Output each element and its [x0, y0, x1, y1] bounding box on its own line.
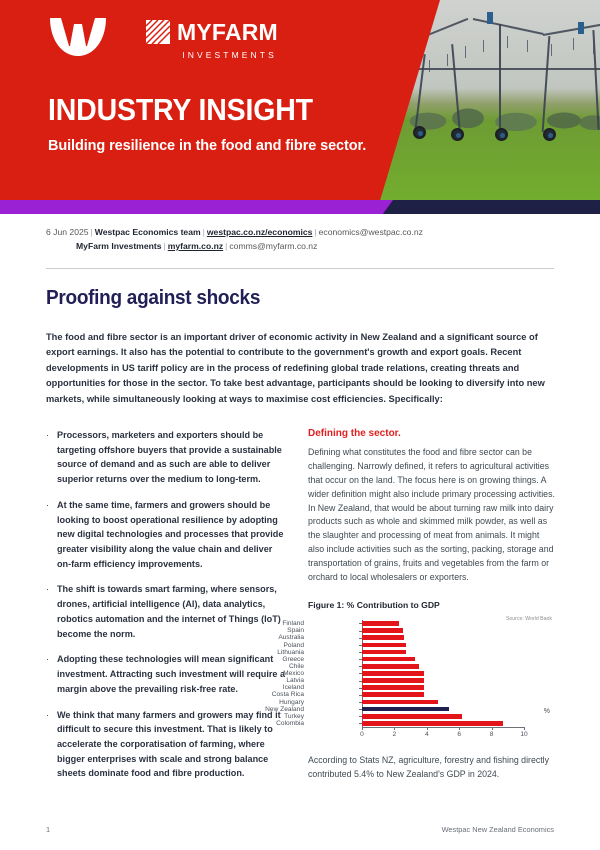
myfarm-logo — [146, 16, 278, 60]
y-axis-tick — [359, 681, 362, 682]
chart-bar-row — [276, 719, 524, 727]
chart-bar — [362, 635, 404, 640]
x-axis-tick — [492, 727, 493, 730]
x-axis-tick-label: 10 — [520, 730, 528, 738]
article-title: Proofing against shocks — [46, 287, 261, 309]
y-axis-tick — [359, 716, 362, 717]
chart-bar — [362, 657, 415, 662]
bar-chart — [265, 616, 556, 742]
chart-bar — [362, 707, 449, 712]
bullet-marker-icon: · — [46, 709, 49, 720]
y-axis-tick — [359, 652, 362, 653]
x-axis-tick-label: 0 — [360, 730, 364, 738]
chart-bar-row — [279, 698, 524, 706]
y-axis-tick — [359, 645, 362, 646]
x-axis-tick — [524, 727, 525, 730]
myfarm-tagline: INVESTMENTS — [182, 50, 277, 60]
page-title: INDUSTRY INSIGHT — [48, 92, 313, 127]
separator: | — [163, 240, 166, 251]
chart-bar — [362, 621, 399, 626]
publish-date: 6 Jun 2025 — [46, 227, 89, 237]
chart-bar-row — [265, 705, 524, 713]
chart-bar — [362, 714, 462, 719]
contact-line-myfarm — [46, 240, 554, 254]
chart-category-label: Colombia — [276, 719, 304, 727]
x-axis-tick — [427, 727, 428, 730]
chart-category-label: Turkey — [284, 712, 304, 720]
y-axis-tick — [359, 638, 362, 639]
list-item — [46, 582, 286, 641]
list-item-text: Adopting these technologies will mean significant investment. Attracting such investment will require a margin above the prevailing risk-free rate. — [57, 654, 286, 694]
y-axis-tick — [359, 723, 362, 724]
chart-bar-row — [277, 648, 524, 656]
figure-gdp-contribution — [265, 599, 556, 782]
x-axis-tick-label: 8 — [489, 730, 494, 738]
y-axis-tick — [359, 688, 362, 689]
list-item-text: We think that many farmers and growers may find it difficult to secure this investment. That is likely to accelerate the corporatisation of farming, where bigger enterprises with scale and strong balance sheets dominate food and fibre production. — [57, 709, 281, 779]
chart-bar-row — [271, 691, 524, 699]
chart-bar-row — [278, 634, 524, 642]
chart-category-label: Mexico — [283, 670, 304, 678]
chart-category-label: New Zealand — [265, 705, 304, 713]
westpac-website-link[interactable]: westpac.co.nz/economics — [206, 227, 313, 237]
myfarm-label: MyFarm Investments — [76, 240, 162, 251]
separator: | — [90, 227, 93, 237]
chart-category-label: Chile — [288, 662, 304, 670]
x-axis-unit-label: % — [543, 707, 550, 715]
westpac-email[interactable]: economics@westpac.co.nz — [318, 227, 423, 237]
bullet-list — [46, 428, 286, 792]
y-axis-tick — [359, 702, 362, 703]
chart-bar-row — [282, 655, 524, 663]
bullet-marker-icon: · — [46, 430, 49, 440]
myfarm-wordmark: MYFARM — [177, 18, 278, 45]
sidebar-column — [265, 428, 556, 782]
list-item — [46, 708, 286, 782]
figure-source: Source: World Bank — [505, 615, 552, 622]
x-axis-tick — [459, 727, 460, 730]
y-axis-tick — [359, 623, 362, 624]
chart-bar-row — [282, 620, 524, 628]
list-item-text: At the same time, farmers and growers should be looking to boost operational resilience by adopting new digital technologies and processes that provide greater visibility along the value chain and deliver on-farm efficiency improvements. — [57, 499, 284, 569]
document-header — [0, 0, 600, 200]
chart-bar — [362, 692, 424, 697]
chart-category-label: Finland — [282, 620, 304, 628]
chart-bar — [362, 664, 419, 669]
list-item-text: Processors, marketers and exporters should be targeting offshore buyers that provide a sustainable source of demand and as such are able to deliver superior returns over the medium to long-term. — [57, 430, 282, 485]
y-axis-tick — [359, 631, 362, 632]
section-heading: Defining the sector. — [308, 428, 401, 439]
chart-bar — [362, 628, 403, 633]
bullet-marker-icon: · — [46, 654, 49, 665]
chart-category-label: Greece — [282, 655, 304, 663]
separator: | — [225, 240, 228, 251]
chart-category-label: Latvia — [286, 677, 304, 685]
chart-category-label: Lithuania — [277, 648, 304, 656]
chart-bar-row — [288, 662, 524, 670]
chart-bar — [362, 650, 406, 655]
y-axis-tick — [359, 666, 362, 667]
article-intro: The food and fibre sector is an important driver of economic activity in New Zealand and a significant source of export earnings. It also has the potential to contribute to the government's growth and export goals. Recent developments in US tariff policy are in the process of redefining global trade relations, creating threats and opportunities for those in the sector. To take best advantage, participants should be looking to diversify into new markets, while simultaneously looking at ways to maximise cost efficiencies. Specifically: — [46, 332, 545, 404]
separator: | — [314, 227, 317, 237]
chart-bar — [362, 678, 424, 683]
myfarm-website-link[interactable]: myfarm.co.nz — [167, 240, 224, 251]
chart-bar-row — [284, 712, 524, 720]
chart-category-label: Spain — [287, 627, 304, 635]
contact-block — [46, 226, 554, 254]
westpac-team-label: Westpac Economics team — [94, 227, 201, 237]
contact-line-westpac — [46, 226, 554, 240]
section-body: Defining what constitutes the food and fibre sector can be challenging. Narrowly defined, it refers to agricultural activities that occur on the land. The focus here is on growing things. A wider definition might also include primary processing activities. In New Zealand, that would be about turning raw milk into dairy products such as whole and skimmed milk powder, as well as the slaughter and processing of meat from animals. It might also include activities such as the sorting, packing, storage and transportation of grains, fruits and vegetables from the farm or orchard to local wholesalers or exporters. — [308, 447, 555, 583]
x-axis-tick-label: 4 — [424, 730, 429, 738]
y-axis-tick — [359, 709, 362, 710]
accent-band-purple — [0, 200, 393, 214]
x-axis-tick-label: 2 — [392, 730, 397, 738]
chart-bar-row — [282, 684, 524, 692]
chart-category-label: Poland — [283, 641, 304, 649]
list-item — [46, 652, 286, 696]
chart-bar — [362, 671, 424, 676]
logo-group — [48, 16, 278, 60]
list-item-text: The shift is towards smart farming, where sensors, drones, artificial intelligence (AI), data analytics, robotics automation and the internet of Things (IoT) become the norm. — [57, 584, 281, 639]
chart-category-label: Costa Rica — [271, 691, 304, 699]
separator: | — [202, 227, 205, 237]
bullet-marker-icon: · — [46, 499, 49, 510]
chart-bar-row — [283, 641, 524, 649]
chart-bar — [362, 643, 406, 648]
myfarm-email[interactable]: comms@myfarm.co.nz — [229, 240, 318, 251]
document-footer — [0, 825, 600, 834]
list-item — [46, 498, 286, 572]
figure-title: Figure 1: % Contribution to GDP — [308, 599, 440, 610]
chart-bar-row — [286, 677, 524, 685]
x-axis-tick — [362, 727, 363, 730]
chart-bar — [362, 685, 424, 690]
chart-bar-row — [287, 627, 524, 635]
footer-imprint: Westpac New Zealand Economics — [441, 825, 554, 834]
x-axis-tick-label: 6 — [457, 730, 462, 738]
chart-bar-row — [283, 670, 524, 678]
chart-bar — [362, 700, 438, 705]
figure-note: According to Stats NZ, agriculture, forestry and fishing directly contributed 5.4% to New Zealand's GDP in 2024. — [308, 754, 550, 779]
x-axis-tick — [394, 727, 395, 730]
chart-category-label: Hungary — [279, 698, 304, 706]
list-item — [46, 428, 286, 487]
chart-category-label: Iceland — [282, 684, 304, 692]
myfarm-mark-icon — [146, 20, 170, 44]
accent-band — [0, 200, 600, 214]
chart-category-label: Australia — [278, 634, 304, 642]
y-axis-tick — [359, 673, 362, 674]
bullet-marker-icon: · — [46, 584, 49, 595]
chart-bar — [362, 721, 503, 726]
y-axis-tick — [359, 659, 362, 660]
y-axis-tick — [359, 695, 362, 696]
page-number: 1 — [46, 825, 51, 834]
page-subtitle: Building resilience in the food and fibre sector. — [48, 138, 367, 154]
divider — [46, 268, 554, 269]
westpac-logo-icon — [48, 16, 108, 58]
x-axis — [362, 727, 525, 728]
